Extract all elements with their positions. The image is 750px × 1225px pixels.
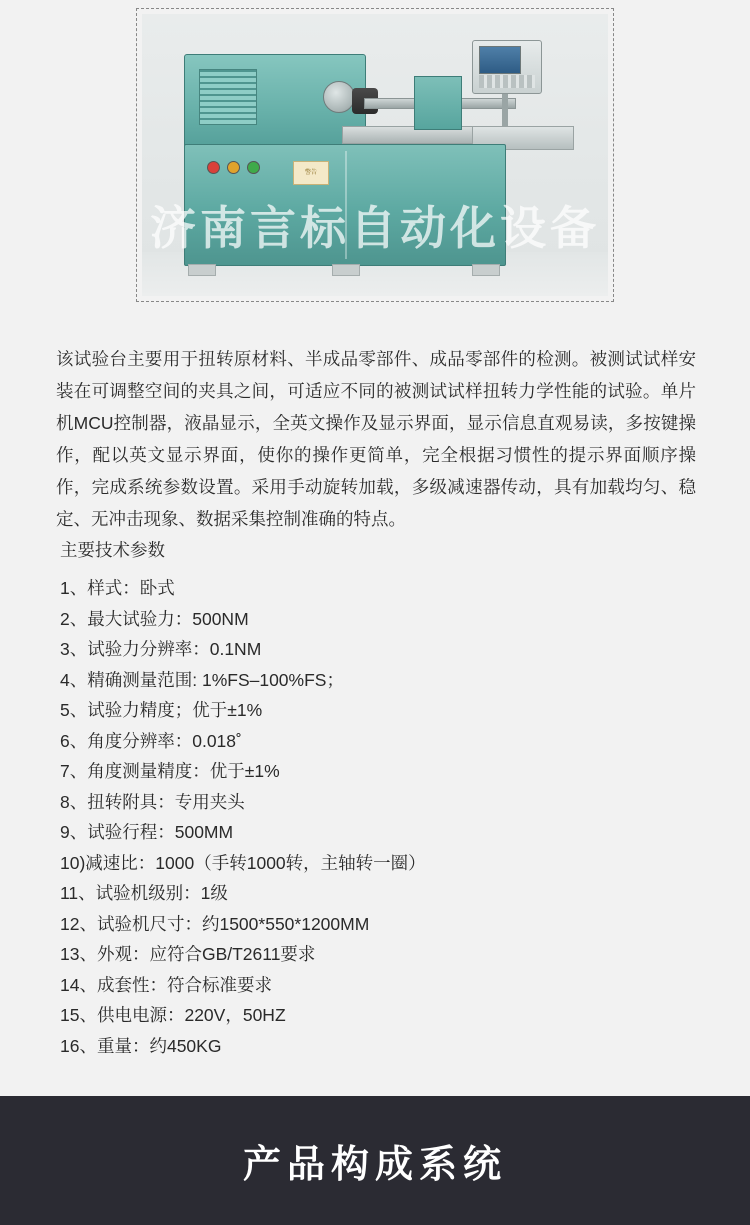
list-item: 4、精确测量范围: 1%FS–100%FS；: [60, 669, 344, 690]
list-item: 1、样式：卧式: [60, 578, 175, 598]
machine-foot: [188, 264, 216, 276]
list-item: 3、试验力分辨率：0.1NM: [60, 639, 262, 659]
footer-banner: [0, 1096, 750, 1225]
product-photo: [142, 14, 608, 296]
list-item: 11、试验机级别：1级: [60, 883, 228, 903]
list-item: 2、最大试验力：500NM: [60, 608, 249, 629]
control-monitor: [472, 40, 542, 94]
image-watermark: 济南言标自动化设备: [150, 202, 600, 254]
list-item: 8、扭转附具：专用夹头: [60, 791, 245, 812]
list-item: 16、重量：约450KG: [60, 1035, 222, 1056]
list-item: 7、角度测量精度：优于±1%: [60, 761, 280, 781]
specs-list: [60, 573, 710, 1061]
list-item: 5、试验力精度；优于±1%: [60, 700, 263, 720]
list-item: 9、试验行程：500MM: [60, 822, 234, 842]
flywheel-icon: [323, 81, 355, 113]
machine-foot: [472, 264, 500, 276]
keypad-icon: [479, 75, 535, 88]
list-item: 12、试验机尺寸：约1500*550*1200MM: [60, 913, 370, 934]
product-description: 该试验台主要用于扭转原材料、半成品零部件、成品零部件的检测。被测试试样安装在可调整空间的夹具之间，可适应不同的被测试试样扭转力学性能的试验。单片机MCU控制器，液晶显示，全英文操作及显示界面，显示信息直观易读，多按键操作，配以英文显示界面，使你的操作更简单，完全根据习惯性的提示界面顺序操作，完成系统参数设置。采用手动旋转加载，多级减速器传动，具有加载均匀、稳定、无冲击现象、数据采集控制准确的特点。: [56, 348, 696, 529]
list-item: 13、外观：应符合GB/T2611要求: [60, 944, 316, 964]
list-item: 15、供电电源：220V，50HZ: [60, 1005, 286, 1025]
warning-lamp-icon: [227, 161, 240, 174]
warning-label: 警告: [293, 161, 329, 185]
power-lamp-icon: [247, 161, 260, 174]
machine-carriage: [414, 76, 462, 130]
machine-cabinet: [184, 144, 506, 266]
lcd-screen-icon: [479, 46, 521, 74]
machine-headstock: [184, 54, 366, 148]
product-image-frame: [136, 8, 614, 302]
specs-heading: 主要技术参数: [60, 540, 165, 560]
list-item: 10)减速比：1000（手转1000转，主轴转一圈）: [60, 852, 426, 873]
cabinet-door-split: [345, 151, 347, 259]
footer-title: 产品构成系统: [242, 1144, 507, 1186]
list-item: 6、角度分辨率：0.018˚: [60, 730, 242, 751]
emergency-stop-icon: [207, 161, 220, 174]
list-item: 14、成套性：符合标准要求: [60, 974, 272, 995]
machine-foot: [332, 264, 360, 276]
vent-grille-icon: [199, 69, 257, 125]
